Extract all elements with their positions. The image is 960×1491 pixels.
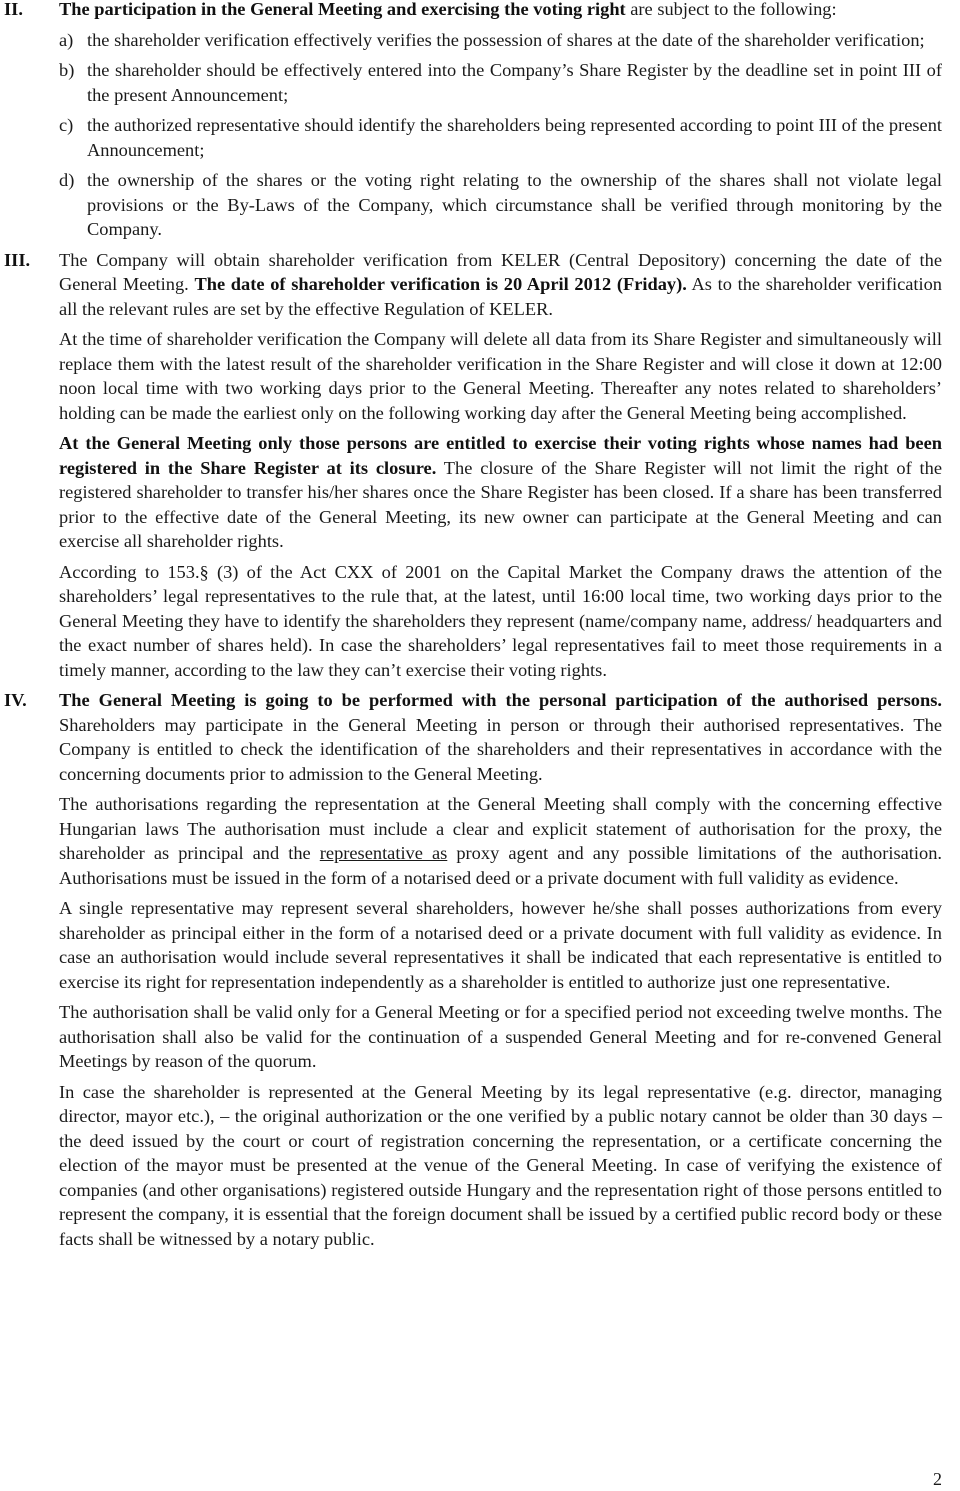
list-item-text: the ownership of the shares or the voting right relating to the ownership of the shares shall not violate legal provisions or the By-Laws of the Company, which circumstance shall be verified through monitoring by the Company. [87, 170, 942, 239]
underlined-text: representative as [319, 843, 448, 863]
section-iii-paragraph-3 [59, 431, 942, 554]
text-run: proxy agent and any possible limitations of the authorisation. Authorisations must be issued in the form of a notarised deed or a private document with full validity as evidence. [59, 843, 942, 888]
section-ii-intro [59, 0, 942, 22]
section-numeral-iv: IV. [4, 690, 27, 710]
list-item-c [59, 113, 942, 162]
section-iv-paragraph-2 [59, 792, 942, 890]
list-letter: a) [59, 29, 74, 50]
list-item-b [59, 58, 942, 107]
list-letter: c) [59, 115, 74, 135]
text-run: Shareholders may participate in the General Meeting in person or through their authorised representatives. The Company is entitled to check the identification of the shareholders and their representatives in accordance with the concerning documents prior to admission to the General Meeting. [59, 714, 942, 784]
section-iv-paragraph-4: The authorisation shall be valid only for a General Meeting or for a specified period not exceeding twelve months. The authorisation shall also be valid for the continuation of a suspended General Meeting and for re-convened General Meetings by reason of the quorum. [59, 1002, 942, 1071]
section-iv-paragraph-5: In case the shareholder is represented at the General Meeting by its legal representative (e.g. director, managing director, mayor etc.), – the original authorization or the one verified by a public notary cannot be older than 30 days – the deed issued by the court or court of registration concerning the representation, or a certificate concerning the election of the mayor must be presented at the venue of the General Meeting. In case of verifying the existence of companies (and other organisations) registered outside Hungary and the representation right of those persons entitled to represent the company, it is essential that the foreign document shall be issued by a certified public record body or these facts shall be witnessed by a notary public. [59, 1081, 942, 1249]
list-letter: d) [59, 170, 75, 190]
list-item-text: the shareholder should be effectively entered into the Company’s Share Register by the deadline set in point III of the present Announcement; [87, 60, 942, 105]
section-iii [0, 248, 960, 683]
list-item-text: the shareholder verification effectively verifies the possession of shares at the date of the shareholder verification; [87, 29, 925, 50]
section-iii-paragraph-1 [59, 248, 942, 322]
page-number: 2 [933, 1469, 942, 1489]
section-iv [0, 688, 960, 1251]
text-run: The closure of the Share Register will not limit the right of the registered shareholder to transfer his/her shares once the Share Register has been closed. If a share has been transferred prior to the effective date of the General Meeting, its new owner can participate at the General Meeting and can exercise all shareholder rights. [59, 457, 942, 551]
list-letter: b) [59, 60, 75, 80]
list-item-text: the authorized representative should identify the shareholders being represented according to point III of the present Announcement; [87, 115, 942, 160]
section-numeral-ii: II. [4, 0, 23, 19]
entitlement-bold: At the General Meeting only those persons are entitled to exercise their voting rights whose names had been registered in the Share Register at its closure. [59, 433, 942, 478]
list-item-d [59, 168, 942, 242]
list-item-a [59, 28, 942, 53]
section-iii-paragraph-4: According to 153.§ (3) of the Act CXX of 2001 on the Capital Market the Company draws the attention of the shareholders’ legal representatives to the rule that, at the latest, until 16:00 local time, two working days prior to the General Meeting they have to identify the shareholders they represent (name/company name, address/ headquarters and the exact number of shares held). In case the shareholders’ legal representatives fail to meet those requirements in a timely manner, according to the law they can’t exercise their voting rights. [59, 561, 942, 680]
section-iii-paragraph-2: At the time of shareholder verification the Company will delete all data from its Share Register and simultaneously will replace them with the latest result of the shareholder verification in the Share Register and will close it down at 12:00 noon local time with two working days prior to the General Meeting. Thereafter any notes related to shareholders’ holding can be made the earliest only on the following working day after the General Meeting being accomplished. [59, 329, 942, 423]
personal-participation-bold: The General Meeting is going to be performed with the personal participation of the authorised persons. [59, 690, 942, 710]
verification-date-bold: The date of shareholder verification is 20 April 2012 (Friday). [194, 274, 687, 294]
text-run: As to the shareholder verification all the relevant rules are set by the effective Regulation of KELER. [59, 274, 943, 319]
section-iv-paragraph-3: A single representative may represent several shareholders, however he/she shall posses authorizations from every shareholder as principal either in the form of a notarised deed or a private document with full validity as evidence. In case an authorisation would include several representatives it shall be indicated that each representative is entitled to exercise its right for representation independently as a shareholder is entitled to authorize just one representative. [59, 898, 942, 992]
section-ii-intro-bold: The participation in the General Meeting and exercising the voting right [59, 0, 626, 19]
section-numeral-iii: III. [4, 249, 31, 270]
text-run: The authorisations regarding the representation at the General Meeting shall comply with the concerning effective Hungarian laws The authorisation must include a clear and explicit statement of authorisation for the proxy, the shareholder as principal and the [59, 794, 942, 863]
section-iv-paragraph-1 [59, 688, 942, 786]
section-ii [0, 0, 960, 242]
text-run: The Company will obtain shareholder verification from KELER (Central Depository) concerning the date of the General Meeting. [59, 249, 942, 294]
section-ii-intro-rest: are subject to the following: [625, 0, 837, 19]
